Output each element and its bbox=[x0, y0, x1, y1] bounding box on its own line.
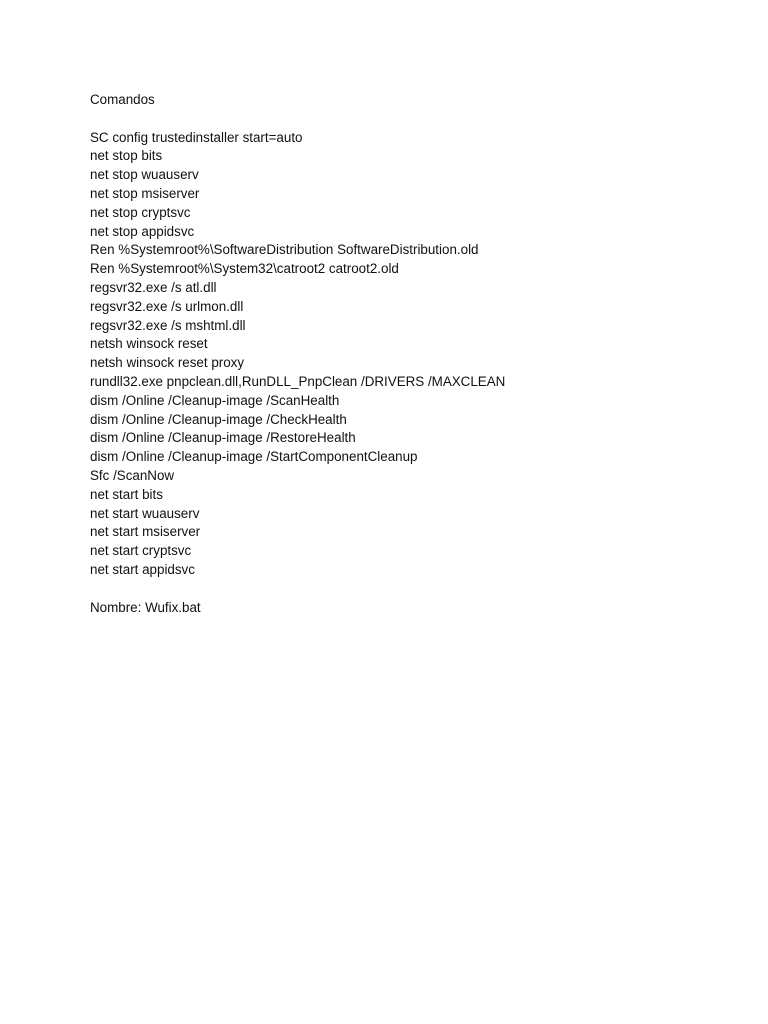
command-line: dism /Online /Cleanup-image /ScanHealth bbox=[90, 392, 340, 408]
command-line: regsvr32.exe /s mshtml.dll bbox=[90, 317, 246, 333]
command-line: net stop wuauserv bbox=[90, 167, 199, 183]
command-line: net start wuauserv bbox=[90, 505, 200, 521]
command-line: dism /Online /Cleanup-image /CheckHealth bbox=[90, 411, 347, 427]
command-line: net stop msiserver bbox=[90, 185, 200, 201]
command-list bbox=[90, 129, 730, 580]
document-body bbox=[90, 91, 730, 617]
command-line: net stop bits bbox=[90, 148, 163, 164]
command-line: netsh winsock reset bbox=[90, 336, 208, 352]
command-line: net stop appidsvc bbox=[90, 223, 195, 239]
command-line: SC config trustedinstaller start=auto bbox=[90, 129, 303, 145]
command-line: Ren %Systemroot%\SoftwareDistribution SoftwareDistribution.old bbox=[90, 242, 479, 258]
command-line: net start appidsvc bbox=[90, 561, 195, 577]
command-line: net start msiserver bbox=[90, 524, 201, 540]
command-line: net start bits bbox=[90, 486, 163, 502]
file-name-note: Nombre: Wufix.bat bbox=[90, 599, 201, 615]
document-heading: Comandos bbox=[90, 92, 155, 107]
command-line: dism /Online /Cleanup-image /RestoreHealth bbox=[90, 430, 356, 446]
command-line: net start cryptsvc bbox=[90, 543, 192, 559]
command-line: rundll32.exe pnpclean.dll,RunDLL_PnpClean /DRIVERS /MAXCLEAN bbox=[90, 373, 506, 389]
command-line: regsvr32.exe /s urlmon.dll bbox=[90, 298, 244, 314]
command-line: Sfc /ScanNow bbox=[90, 467, 175, 483]
command-line: dism /Online /Cleanup-image /StartComponentCleanup bbox=[90, 449, 418, 465]
command-line: netsh winsock reset proxy bbox=[90, 355, 245, 371]
command-line: net stop cryptsvc bbox=[90, 204, 191, 220]
command-line: Ren %Systemroot%\System32\catroot2 catroot2.old bbox=[90, 261, 399, 277]
command-line: regsvr32.exe /s atl.dll bbox=[90, 279, 217, 295]
